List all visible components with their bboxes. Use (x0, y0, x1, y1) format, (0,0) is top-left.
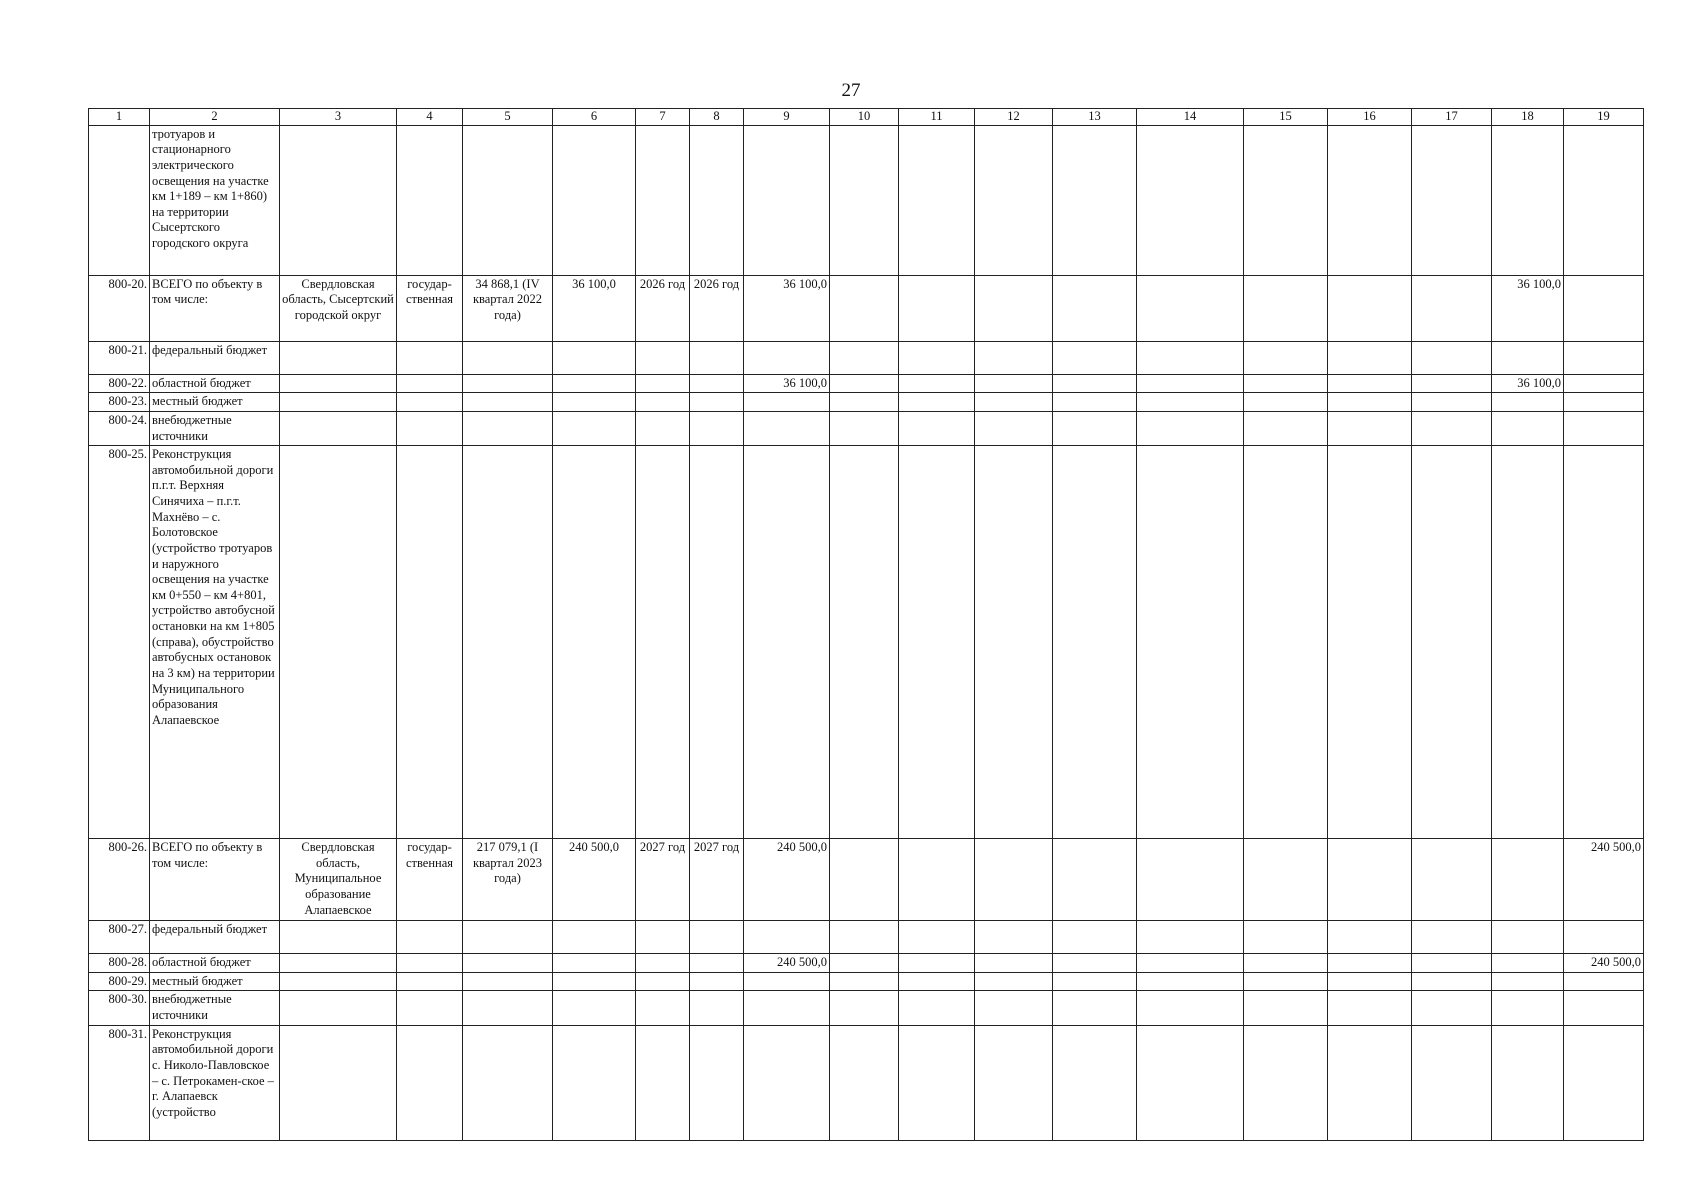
year-cell (1137, 991, 1244, 1025)
column-number-header: 12 (975, 109, 1053, 126)
year-cell (1244, 411, 1328, 445)
year-cell (1492, 921, 1564, 954)
year-cell (830, 954, 899, 973)
year-cell (1137, 411, 1244, 445)
year-cell (899, 991, 975, 1025)
year-cell (1564, 921, 1644, 954)
year-cell (1412, 446, 1492, 839)
total-funding-cell (744, 1025, 830, 1140)
cost-cell (553, 1025, 636, 1140)
year-cell (1053, 1025, 1137, 1140)
column-number-header: 17 (1412, 109, 1492, 126)
year-cell (1564, 275, 1644, 341)
year-cell (1412, 972, 1492, 991)
year-cell (1564, 374, 1644, 393)
start-year-cell (636, 972, 690, 991)
estimated-cost-cell (463, 125, 553, 275)
estimated-cost-cell (463, 1025, 553, 1140)
end-year-cell (690, 125, 744, 275)
table-row (89, 374, 1644, 393)
location-cell (280, 374, 397, 393)
year-cell (1328, 125, 1412, 275)
object-name-cell: Реконструкция автомобильной дороги п.г.т. Верхняя Синячиха – п.г.т. Махнёво – с. Болотовское (устройство тротуаров и наружного освещения на участке км 0+550 – км 4+801, устройство автобусной остановки на км 1+805 (справа), обустройство автобусных остановок на 3 км) на территории Муниципального образования Алапаевское (150, 446, 280, 839)
column-number-header: 19 (1564, 109, 1644, 126)
year-cell (1137, 275, 1244, 341)
year-cell (1137, 446, 1244, 839)
estimated-cost-cell (463, 954, 553, 973)
year-cell (899, 374, 975, 393)
year-cell (1137, 1025, 1244, 1140)
location-cell (280, 991, 397, 1025)
estimated-cost-cell (463, 393, 553, 412)
end-year-cell (690, 972, 744, 991)
year-cell (1137, 341, 1244, 374)
year-cell (1412, 374, 1492, 393)
year-cell (1328, 972, 1412, 991)
year-cell (1137, 921, 1244, 954)
year-cell (830, 1025, 899, 1140)
cost-cell (553, 921, 636, 954)
start-year-cell (636, 393, 690, 412)
year-cell (975, 839, 1053, 921)
object-name-cell: областной бюджет (150, 374, 280, 393)
location-cell (280, 972, 397, 991)
year-cell (899, 839, 975, 921)
year-cell (899, 921, 975, 954)
object-name-cell: местный бюджет (150, 972, 280, 991)
year-cell (1053, 275, 1137, 341)
year-cell (1053, 341, 1137, 374)
column-number-header: 9 (744, 109, 830, 126)
location-cell (280, 125, 397, 275)
location-cell (280, 921, 397, 954)
year-cell (1412, 839, 1492, 921)
year-cell (1492, 411, 1564, 445)
page-number: 27 (841, 80, 861, 101)
year-cell (975, 446, 1053, 839)
ownership-cell (397, 446, 463, 839)
object-name-cell: областной бюджет (150, 954, 280, 973)
end-year-cell (690, 393, 744, 412)
year-cell (975, 991, 1053, 1025)
column-number-header: 11 (899, 109, 975, 126)
year-cell (1244, 275, 1328, 341)
year-cell (1244, 393, 1328, 412)
table-row (89, 125, 1644, 275)
year-cell (1053, 991, 1137, 1025)
row-number-cell: 800-28. (89, 954, 150, 973)
year-cell (830, 991, 899, 1025)
year-cell (1053, 125, 1137, 275)
year-cell (1412, 1025, 1492, 1140)
year-cell (1328, 954, 1412, 973)
total-funding-cell (744, 991, 830, 1025)
object-name-cell: федеральный бюджет (150, 921, 280, 954)
row-number-cell: 800-22. (89, 374, 150, 393)
year-cell (1244, 341, 1328, 374)
table-row (89, 411, 1644, 445)
cost-cell (553, 411, 636, 445)
year-cell (1053, 921, 1137, 954)
year-cell (975, 275, 1053, 341)
year-cell (830, 446, 899, 839)
year-cell (830, 275, 899, 341)
column-number-header: 13 (1053, 109, 1137, 126)
cost-cell (553, 446, 636, 839)
column-number-header: 1 (89, 109, 150, 126)
year-cell (1564, 341, 1644, 374)
year-cell (1137, 954, 1244, 973)
column-number-header: 16 (1328, 109, 1412, 126)
year-cell (1564, 393, 1644, 412)
table-row (89, 341, 1644, 374)
year-cell (1244, 125, 1328, 275)
year-cell (975, 411, 1053, 445)
ownership-cell (397, 1025, 463, 1140)
object-name-cell: Реконструкция автомобильной дороги с. Николо-Павловское – с. Петрокамен-ское – г. Алапаевск (устройство (150, 1025, 280, 1140)
ownership-cell (397, 341, 463, 374)
year-cell (1137, 393, 1244, 412)
year-cell (975, 125, 1053, 275)
year-cell (1412, 125, 1492, 275)
year-cell (1564, 125, 1644, 275)
year-cell (1328, 839, 1412, 921)
start-year-cell (636, 341, 690, 374)
year-cell (1053, 972, 1137, 991)
row-number-cell: 800-20. (89, 275, 150, 341)
year-cell (1412, 954, 1492, 973)
year-cell (1412, 921, 1492, 954)
year-cell (899, 275, 975, 341)
year-cell (975, 393, 1053, 412)
estimated-cost-cell: 34 868,1 (IV квартал 2022 года) (463, 275, 553, 341)
year-cell (899, 411, 975, 445)
table-row (89, 921, 1644, 954)
start-year-cell: 2026 год (636, 275, 690, 341)
column-number-header: 18 (1492, 109, 1564, 126)
total-funding-cell: 36 100,0 (744, 275, 830, 341)
year-cell (830, 411, 899, 445)
cost-cell (553, 954, 636, 973)
cost-cell (553, 374, 636, 393)
year-cell (899, 972, 975, 991)
end-year-cell (690, 954, 744, 973)
column-number-row (89, 109, 1644, 126)
end-year-cell (690, 341, 744, 374)
column-number-header: 14 (1137, 109, 1244, 126)
row-number-cell: 800-23. (89, 393, 150, 412)
year-cell: 240 500,0 (1564, 839, 1644, 921)
object-name-cell: ВСЕГО по объекту в том числе: (150, 839, 280, 921)
year-cell (975, 921, 1053, 954)
year-cell (1492, 954, 1564, 973)
year-cell: 36 100,0 (1492, 374, 1564, 393)
year-cell (1328, 1025, 1412, 1140)
row-number-cell: 800-27. (89, 921, 150, 954)
start-year-cell: 2027 год (636, 839, 690, 921)
year-cell (1244, 374, 1328, 393)
ownership-cell (397, 991, 463, 1025)
estimated-cost-cell (463, 991, 553, 1025)
year-cell (1564, 1025, 1644, 1140)
year-cell (830, 125, 899, 275)
ownership-cell (397, 125, 463, 275)
start-year-cell (636, 446, 690, 839)
year-cell (1053, 374, 1137, 393)
column-number-header: 7 (636, 109, 690, 126)
year-cell (1328, 393, 1412, 412)
year-cell (899, 446, 975, 839)
location-cell: Свердловская область, Муниципальное образование Алапаевское (280, 839, 397, 921)
year-cell (830, 341, 899, 374)
location-cell (280, 393, 397, 412)
year-cell (1328, 921, 1412, 954)
year-cell (975, 1025, 1053, 1140)
start-year-cell (636, 411, 690, 445)
row-number-cell: 800-26. (89, 839, 150, 921)
row-number-cell: 800-30. (89, 991, 150, 1025)
year-cell (830, 839, 899, 921)
end-year-cell: 2027 год (690, 839, 744, 921)
table-row (89, 393, 1644, 412)
total-funding-cell (744, 446, 830, 839)
table-row (89, 1025, 1644, 1140)
start-year-cell (636, 374, 690, 393)
estimated-cost-cell (463, 921, 553, 954)
year-cell (1328, 374, 1412, 393)
end-year-cell (690, 921, 744, 954)
year-cell: 36 100,0 (1492, 275, 1564, 341)
year-cell (975, 374, 1053, 393)
year-cell (899, 341, 975, 374)
year-cell (1053, 393, 1137, 412)
year-cell (830, 393, 899, 412)
year-cell (899, 393, 975, 412)
year-cell (1564, 411, 1644, 445)
column-number-header: 5 (463, 109, 553, 126)
start-year-cell (636, 125, 690, 275)
year-cell (1244, 991, 1328, 1025)
estimated-cost-cell: 217 079,1 (I квартал 2023 года) (463, 839, 553, 921)
row-number-cell: 800-25. (89, 446, 150, 839)
year-cell (1412, 275, 1492, 341)
year-cell: 240 500,0 (1564, 954, 1644, 973)
end-year-cell (690, 411, 744, 445)
object-name-cell: внебюджетные источники (150, 991, 280, 1025)
object-name-cell: местный бюджет (150, 393, 280, 412)
cost-cell: 36 100,0 (553, 275, 636, 341)
year-cell (1137, 972, 1244, 991)
column-number-header: 8 (690, 109, 744, 126)
end-year-cell (690, 991, 744, 1025)
start-year-cell (636, 1025, 690, 1140)
total-funding-cell: 240 500,0 (744, 954, 830, 973)
year-cell (1492, 972, 1564, 991)
object-name-cell: внебюджетные источники (150, 411, 280, 445)
ownership-cell (397, 954, 463, 973)
row-number-cell: 800-31. (89, 1025, 150, 1140)
total-funding-cell (744, 125, 830, 275)
location-cell: Свердловская область, Сысертский городской округ (280, 275, 397, 341)
table-row (89, 972, 1644, 991)
year-cell (899, 1025, 975, 1140)
data-table (88, 108, 1644, 1141)
object-name-cell: федеральный бюджет (150, 341, 280, 374)
total-funding-cell: 240 500,0 (744, 839, 830, 921)
location-cell (280, 954, 397, 973)
year-cell (1492, 1025, 1564, 1140)
year-cell (1137, 839, 1244, 921)
row-number-cell (89, 125, 150, 275)
column-number-header: 15 (1244, 109, 1328, 126)
start-year-cell (636, 921, 690, 954)
year-cell (1137, 125, 1244, 275)
year-cell (1328, 275, 1412, 341)
row-number-cell: 800-21. (89, 341, 150, 374)
start-year-cell (636, 991, 690, 1025)
year-cell (1412, 991, 1492, 1025)
year-cell (1564, 972, 1644, 991)
column-number-header: 4 (397, 109, 463, 126)
year-cell (1244, 839, 1328, 921)
ownership-cell (397, 972, 463, 991)
year-cell (975, 972, 1053, 991)
year-cell (975, 954, 1053, 973)
column-number-header: 3 (280, 109, 397, 126)
year-cell (1564, 446, 1644, 839)
year-cell (899, 954, 975, 973)
year-cell (1244, 446, 1328, 839)
ownership-cell: государ- ственная (397, 839, 463, 921)
year-cell (830, 374, 899, 393)
year-cell (1053, 954, 1137, 973)
start-year-cell (636, 954, 690, 973)
year-cell (1244, 921, 1328, 954)
end-year-cell: 2026 год (690, 275, 744, 341)
total-funding-cell (744, 921, 830, 954)
end-year-cell (690, 374, 744, 393)
year-cell (1328, 446, 1412, 839)
ownership-cell (397, 393, 463, 412)
location-cell (280, 446, 397, 839)
object-name-cell: ВСЕГО по объекту в том числе: (150, 275, 280, 341)
year-cell (1328, 991, 1412, 1025)
cost-cell (553, 991, 636, 1025)
total-funding-cell (744, 341, 830, 374)
object-name-cell: тротуаров и стационарного электрического освещения на участке км 1+189 – км 1+860) на территории Сысертского городского округа (150, 125, 280, 275)
table-row (89, 275, 1644, 341)
location-cell (280, 1025, 397, 1140)
cost-cell: 240 500,0 (553, 839, 636, 921)
cost-cell (553, 125, 636, 275)
estimated-cost-cell (463, 972, 553, 991)
end-year-cell (690, 446, 744, 839)
estimated-cost-cell (463, 341, 553, 374)
year-cell (1564, 991, 1644, 1025)
row-number-cell: 800-24. (89, 411, 150, 445)
ownership-cell: государ- ственная (397, 275, 463, 341)
location-cell (280, 341, 397, 374)
table-row (89, 991, 1644, 1025)
year-cell (975, 341, 1053, 374)
estimated-cost-cell (463, 411, 553, 445)
year-cell (1492, 393, 1564, 412)
cost-cell (553, 341, 636, 374)
year-cell (1492, 839, 1564, 921)
year-cell (1492, 991, 1564, 1025)
year-cell (1412, 393, 1492, 412)
year-cell (1244, 954, 1328, 973)
table-row (89, 954, 1644, 973)
year-cell (1137, 374, 1244, 393)
end-year-cell (690, 1025, 744, 1140)
year-cell (1328, 341, 1412, 374)
column-number-header: 10 (830, 109, 899, 126)
year-cell (1053, 446, 1137, 839)
year-cell (899, 125, 975, 275)
estimated-cost-cell (463, 374, 553, 393)
total-funding-cell (744, 393, 830, 412)
year-cell (830, 921, 899, 954)
year-cell (1053, 411, 1137, 445)
ownership-cell (397, 411, 463, 445)
location-cell (280, 411, 397, 445)
ownership-cell (397, 374, 463, 393)
year-cell (830, 972, 899, 991)
cost-cell (553, 972, 636, 991)
table-body (89, 125, 1644, 1140)
year-cell (1328, 411, 1412, 445)
table-row (89, 446, 1644, 839)
year-cell (1492, 446, 1564, 839)
table-row (89, 839, 1644, 921)
column-number-header: 2 (150, 109, 280, 126)
year-cell (1053, 839, 1137, 921)
column-number-header: 6 (553, 109, 636, 126)
estimated-cost-cell (463, 446, 553, 839)
cost-cell (553, 393, 636, 412)
row-number-cell: 800-29. (89, 972, 150, 991)
year-cell (1244, 972, 1328, 991)
total-funding-cell (744, 411, 830, 445)
year-cell (1412, 341, 1492, 374)
year-cell (1492, 341, 1564, 374)
year-cell (1412, 411, 1492, 445)
year-cell (1244, 1025, 1328, 1140)
year-cell (1492, 125, 1564, 275)
total-funding-cell: 36 100,0 (744, 374, 830, 393)
ownership-cell (397, 921, 463, 954)
total-funding-cell (744, 972, 830, 991)
